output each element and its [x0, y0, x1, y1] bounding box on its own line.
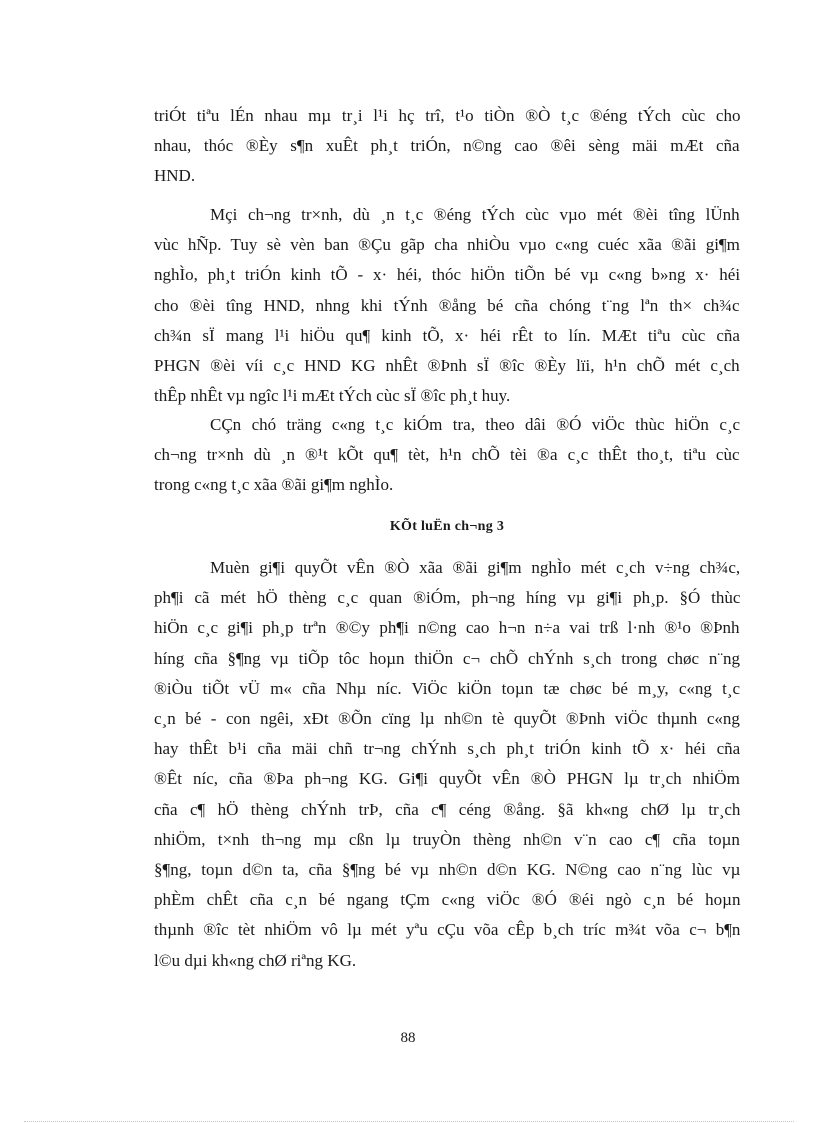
footer-divider	[24, 1121, 794, 1122]
text-line: ph¶i cã mét hÖ thèng c¸c quan ®iÓm, ph¬ng híng vµ gi¶i ph¸p. §Ó thùc	[154, 588, 741, 608]
text-line: c¸n bé - con ngêi, xÐt ®Õn cïng lµ nh©n tè quyÕt ®Þnh viÖc thµnh c«ng	[154, 709, 740, 729]
paragraph-2	[154, 200, 740, 411]
conclusion-paragraph	[154, 553, 740, 976]
text-line: CÇn chó träng c«ng t¸c kiÓm tra, theo dâi ®Ó viÖc thùc hiÖn c¸c	[210, 415, 741, 434]
text-line: PHGN ®èi víi c¸c HND KG nhÊt ®Þnh sÏ ®îc ®Èy lïi, h¹n chÕ mét c¸ch	[154, 356, 740, 376]
text-line: ch¾n sÏ mang l¹i hiÖu qu¶ kinh tÕ, x· héi rÊt to lín. MÆt tiªu cùc cña	[154, 325, 740, 345]
text-line: Mçi ch¬ng tr×nh, dù ¸n t¸c ®éng tÝch cùc vµo mét ®èi tîng lÜnh	[210, 205, 740, 224]
text-line: thÊp nhÊt vµ ngîc l¹i mÆt tÝch cùc sÏ ®îc ph¸t huy.	[154, 386, 511, 406]
text-line: trong c«ng t¸c xãa ®ãi gi¶m nghÌo.	[154, 475, 394, 495]
text-line: Muèn gi¶i quyÕt vÊn ®Ò xãa ®ãi gi¶m nghÌo mét c¸ch v÷ng ch¾c,	[210, 558, 741, 577]
text-line: nhau, thóc ®Èy s¶n xuÊt ph¸t triÓn, n©ng cao ®êi sèng mäi mÆt cña	[154, 136, 740, 156]
section-heading: KÕt luËn ch¬ng 3	[389, 519, 505, 534]
text-line: hay thÊt b¹i cña mäi chñ tr¬ng chÝnh s¸ch ph¸t triÓn kinh tÕ x· héi cña	[154, 739, 741, 759]
text-line: nghÌo, ph¸t triÓn kinh tÕ - x· héi, thóc hiÖn tiÕn bé vµ c«ng b»ng x· héi	[154, 265, 741, 285]
text-line: ®Êt níc, cña ®Þa ph¬ng KG. Gi¶i quyÕt vÊn ®Ò PHGN lµ tr¸ch nhiÖm	[154, 769, 740, 789]
text-line: l©u dµi kh«ng chØ riªng KG.	[154, 950, 357, 970]
text-line: HND.	[154, 166, 196, 186]
text-line: phÈm chÊt cña c¸n bé ngang tÇm c«ng viÖc ®Ó ®éi ngò c¸n bé hoµn	[154, 890, 741, 910]
text-line: nhiÖm, t×nh th¬ng mµ cßn lµ truyÒn thèng nh©n v¨n cao c¶ cña toµn	[154, 829, 740, 849]
text-line: hiÖn c¸c gi¶i ph¸p trªn ®©y ph¶i n©ng cao h¬n n÷a vai trß l·nh ®¹o ®Þnh	[154, 618, 740, 638]
text-line: ®iÒu tiÕt vÜ m« cña Nhµ níc. ViÖc kiÖn toµn tæ chøc bé m¸y, c«ng t¸c	[154, 678, 741, 698]
text-line: cña c¶ hÖ thèng chÝnh trÞ, cña c¶ céng ®ång. §ã kh«ng chØ lµ tr¸ch	[154, 799, 741, 819]
text-line: ch¬ng tr×nh dù ¸n ®¹t kÕt qu¶ tèt, h¹n chÕ tèi ®a c¸c thÊt tho¸t, tiªu cùc	[154, 445, 740, 465]
paragraph-1	[154, 101, 740, 192]
page-number: 88	[400, 1030, 416, 1046]
text-line: §¶ng, toµn d©n ta, cña §¶ng bé vµ nh©n d©n KG. N©ng cao n¨ng lùc vµ	[154, 860, 741, 880]
text-line: cho ®èi tîng HND, nhng khi tÝnh ®ång bé cña chóng t¨ng lªn th× ch¾c	[154, 295, 740, 315]
text-line: thµnh ®îc tèt nhiÖm vô lµ mét yªu cÇu võa cÊp b¸ch tríc m¾t võa c¬ b¶n	[154, 920, 741, 940]
paragraph-3	[154, 410, 740, 501]
text-line: vùc hÑp. Tuy sè vèn ban ®Çu gãp cha nhiÒu vµo c«ng cuéc xãa ®ãi gi¶m	[154, 235, 740, 255]
text-line: híng cña §¶ng vµ tiÕp tôc hoµn thiÖn c¬ chÕ chÝnh s¸ch trong chøc n¨ng	[154, 648, 741, 668]
text-line: triÓt tiªu lÉn nhau mµ tr¸i l¹i hç trî, t¹o tiÒn ®Ò t¸c ®éng tÝch cùc cho	[154, 106, 741, 125]
